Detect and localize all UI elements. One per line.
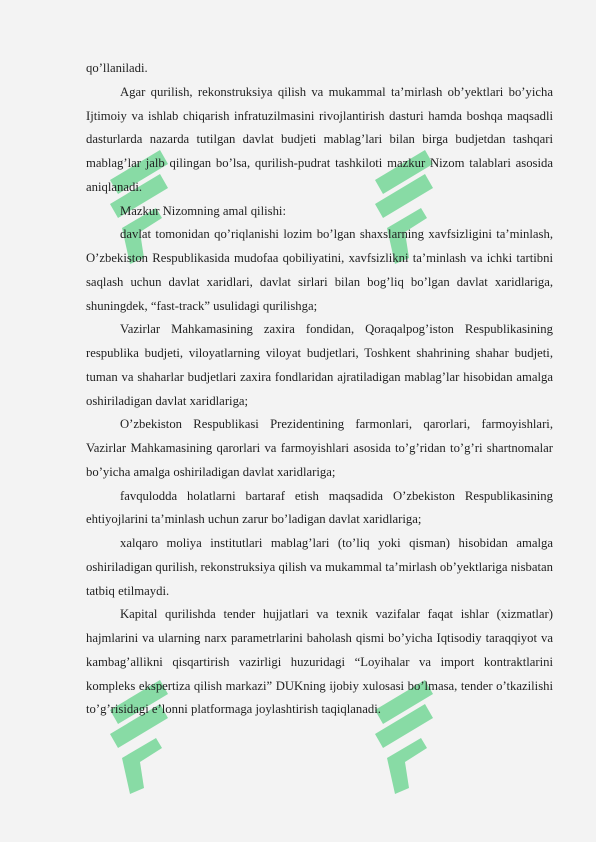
document-body (86, 57, 553, 722)
paragraph: Mazkur Nizomning amal qilishi: (120, 203, 286, 218)
paragraph: O’zbekiston Respublikasi Prezidentining farmonlari, qarorlari, farmoyishlari, Vazirlar Mahkamasining qarorlari va farmoyishlari asosida to’g’ridan to’g’ri shartnomalar bo’yicha amalga oshiriladigan davlat xaridlariga; (86, 417, 553, 479)
paragraph: Agar qurilish, rekonstruksiya qilish va mukammal ta’mirlash ob’yektlari bo’yicha Ijtimoiy va ishlab chiqarish infratuzilmasini rivojlantirish dasturi hamda boshqa maqsadli dasturlarda nazarda tutilgan davlat budjeti mablag’lari bilan birga budjetdan tashqari mablag’lar jalb qilingan bo’lsa, qurilish-pudrat tashkiloti mazkur Nizom talablari asosida aniqlanadi. (86, 84, 553, 194)
paragraph: qo’llaniladi. (86, 61, 148, 75)
paragraph: davlat tomonidan qo’riqlanishi lozim bo’lgan shaxslarning xavfsizligini ta’minlash, O’zbekiston Respublikasida mudofaa qobiliyatini, xavfsizlikni ta’minlash va ichki tartibni saqlash uchun davlat xaridlari, davlat sirlari bilan bog’liq bo’lgan davlat xaridlariga, shuningdek, “fast-track” usulidagi qurilishga; (86, 227, 553, 313)
paragraph: favqulodda holatlarni bartaraf etish maqsadida O’zbekiston Respublikasining ehtiyojlarini ta’minlash uchun zarur bo’ladigan davlat xaridlariga; (86, 488, 553, 527)
paragraph: Kapital qurilishda tender hujjatlari va texnik vazifalar faqat ishlar (xizmatlar) hajmlarini va ularning narx parametrlarini baholash qismi bo’yicha Iqtisodiy taraqqiyot va kambag’allikni qisqartirish vazirligi huzuridagi “Loyihalar va import kontraktlarini kompleks ekspertiza qilish markazi” DUKning ijobiy xulosasi bo’lmasa, tender o’tkazilishi to’g’risidagi e’lonni platformaga joylashtirish taqiqlanadi. (86, 607, 553, 717)
paragraph: Vazirlar Mahkamasining zaxira fondidan, Qoraqalpog’iston Respublikasining respublika budjeti, viloyatlarning viloyat budjetlari, Toshkent shahrining shahar budjeti, tuman va shaharlar budjetlari zaxira fondlaridan ajratiladigan mablag’lar hisobidan amalga oshiriladigan davlat xaridlariga; (86, 322, 553, 408)
paragraph: xalqaro moliya institutlari mablag’lari (to’liq yoki qisman) hisobidan amalga oshiriladigan qurilish, rekonstruksiya qilish va mukammal ta’mirlash ob’yektlariga nisbatan tatbiq etilmaydi. (86, 536, 553, 598)
